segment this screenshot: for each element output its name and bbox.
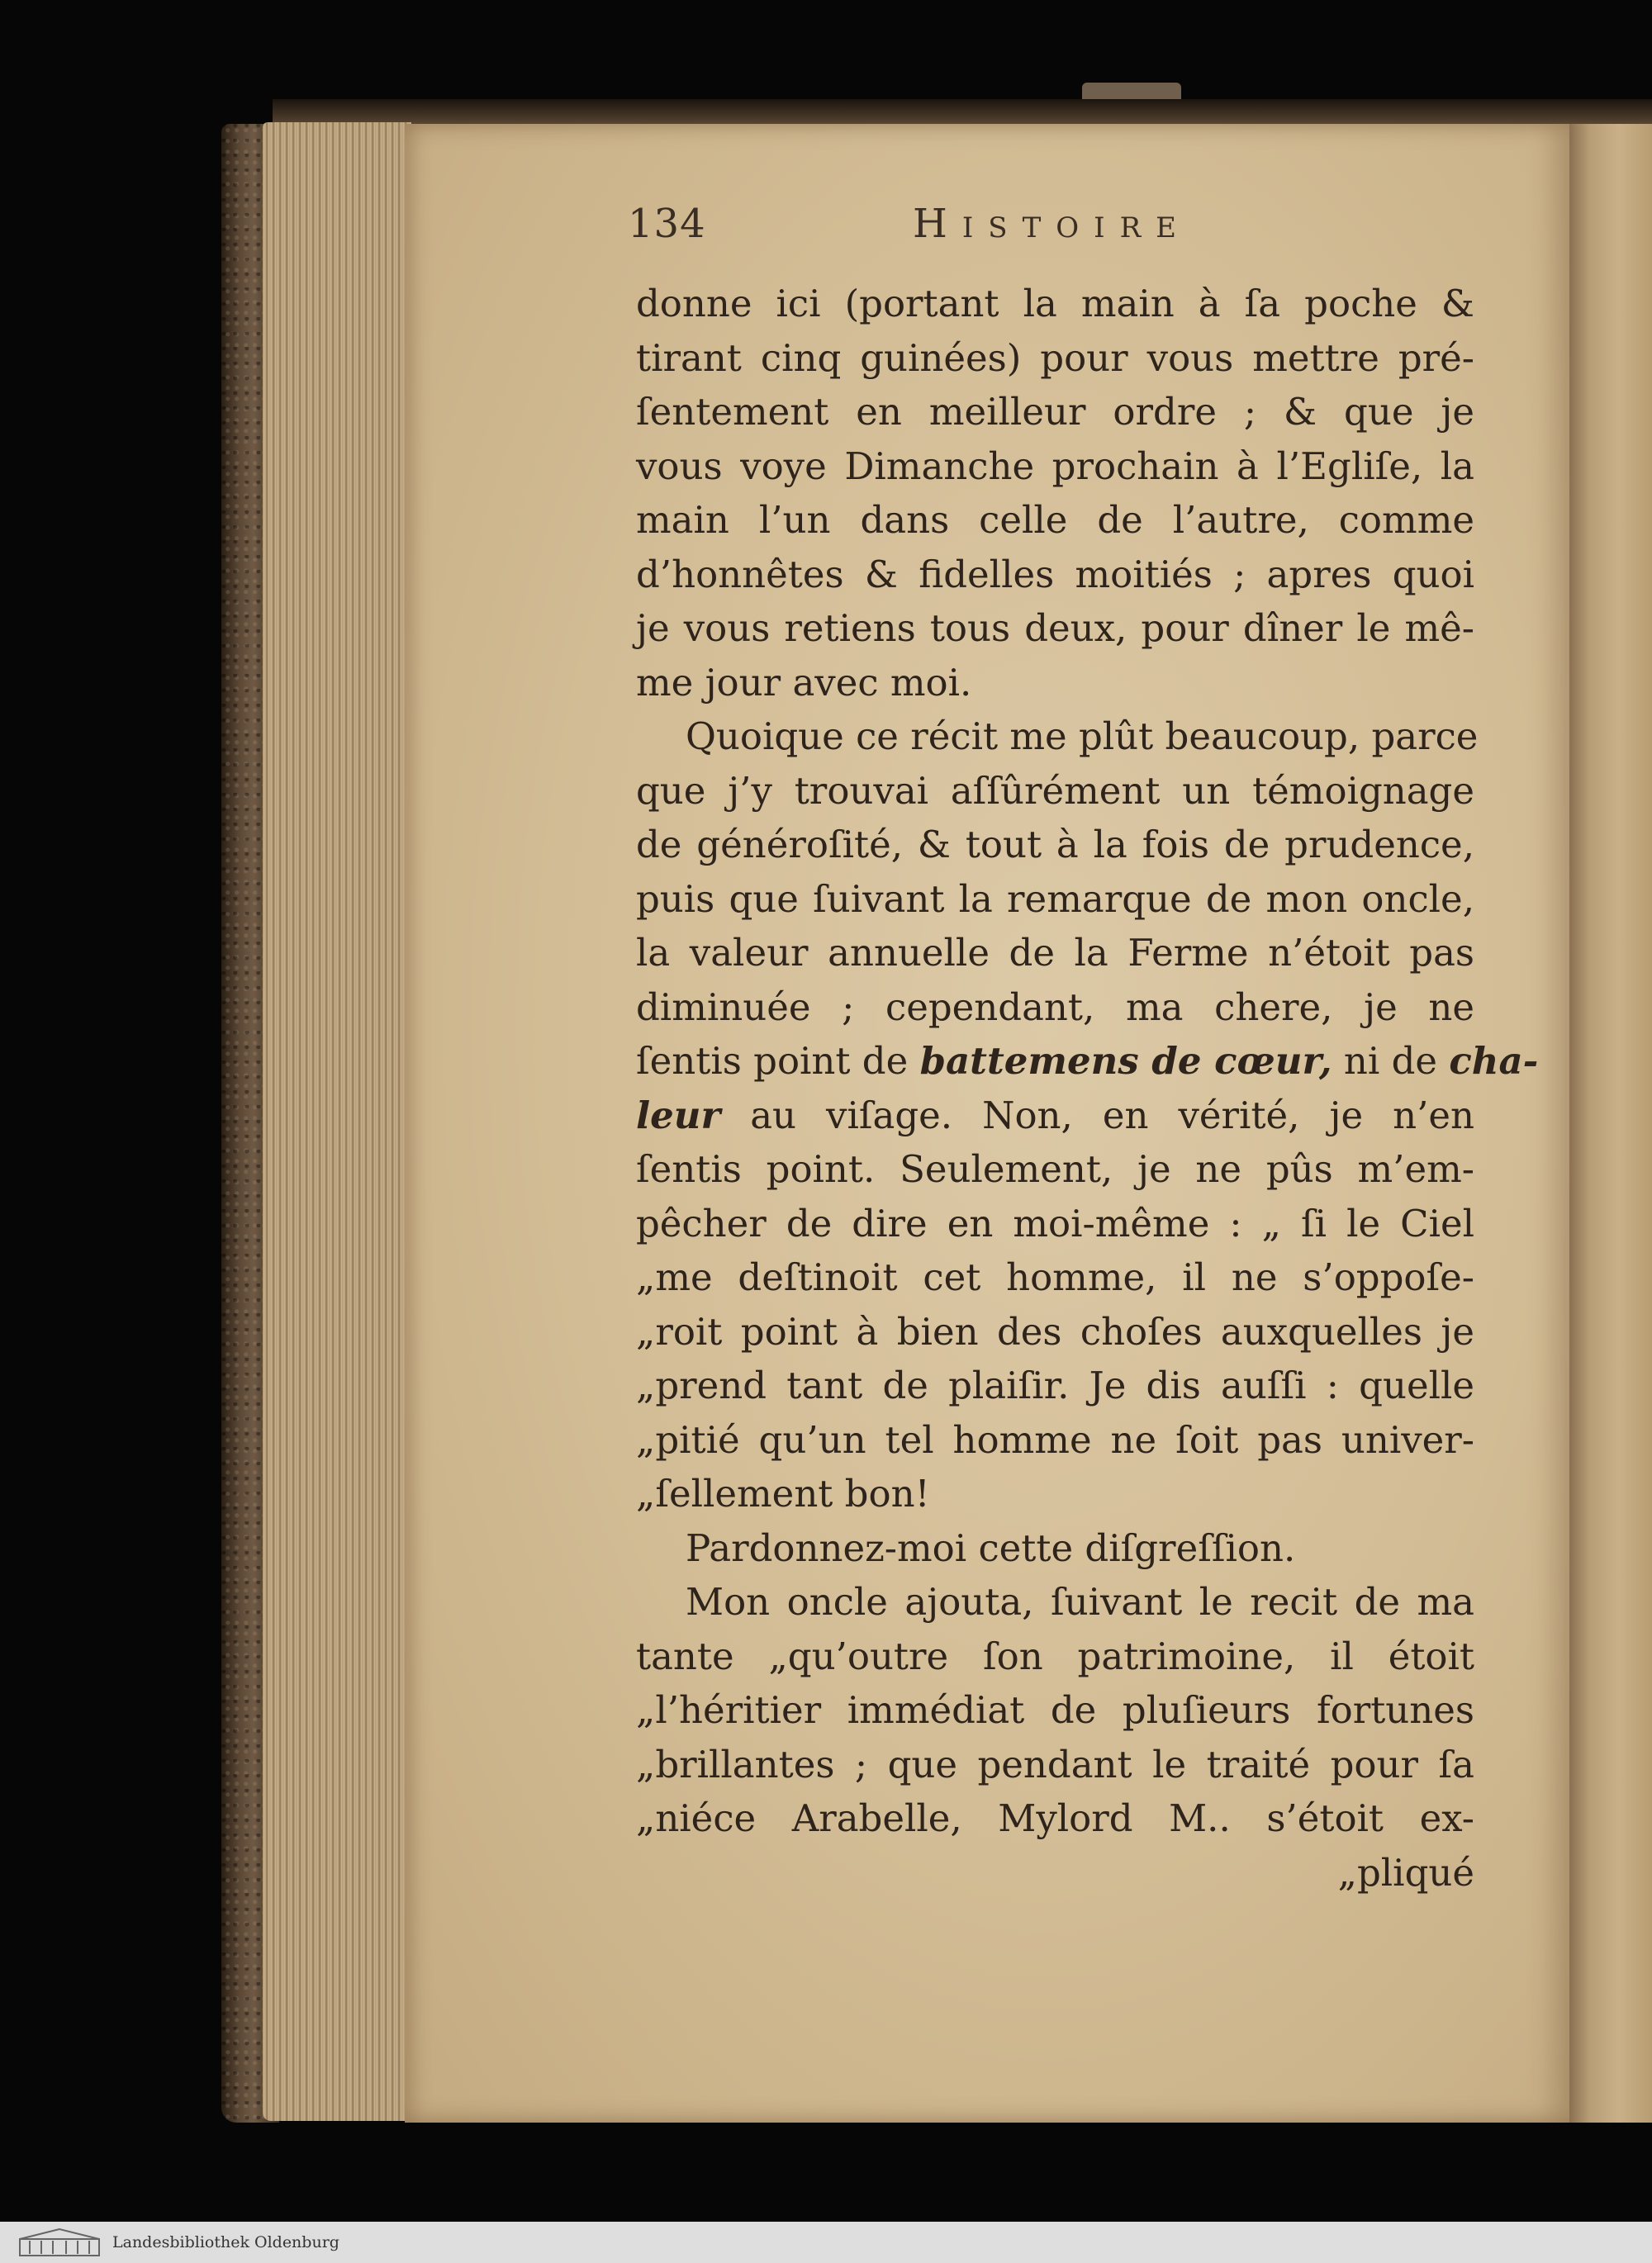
text-line: diminuée ; cependant, ma chere, je ne — [636, 984, 1474, 1029]
text-line: de généroſité, & tout à la fois de prudence, — [636, 823, 1474, 866]
text-line: „roit point à bien des choſes auxquelles je — [636, 1309, 1474, 1354]
text-line: „ſellement bon! — [636, 1472, 930, 1516]
text-line: Mon oncle ajouta, ſuivant le recit de ma — [686, 1580, 1474, 1624]
text-line: „l’héritier immédiat de pluſieurs fortunes — [636, 1688, 1474, 1732]
text-line: main l’un dans celle de l’autre, comme — [636, 498, 1474, 542]
text-line: puis que ſuivant la remarque de mon oncle, — [636, 876, 1474, 921]
text-line: „niéce Arabelle, Mylord M.. s’étoit ex- — [636, 1796, 1474, 1840]
text-segment: ſentis point de — [636, 1039, 909, 1083]
italic-phrase: leur — [636, 1093, 721, 1137]
text-line: je vous retiens tous deux, pour dîner le mê- — [636, 606, 1474, 650]
text-line: Pardonnez-moi cette diſgreſſion. — [686, 1525, 1296, 1570]
text-line: d’honnêtes & fidelles moitiés ; apres quoi — [636, 552, 1474, 596]
italic-phrase: cha- — [1449, 1039, 1539, 1083]
text-line: que j’y trouvai aſſûrément un témoignage — [636, 768, 1474, 813]
text-line: donne ici (portant la main à ſa poche & — [636, 282, 1474, 325]
text-line-mixed — [636, 1089, 1474, 1143]
text-segment: au viſage. Non, en vérité, je n’en — [750, 1093, 1474, 1137]
page-text-block — [636, 277, 1539, 1900]
italic-phrase: battemens de cœur, — [919, 1039, 1332, 1083]
catchword: „pliqué — [1337, 1850, 1474, 1895]
text-line: me jour avec moi. — [636, 660, 972, 705]
text-line: vous voye Dimanche prochain à l’Egliſe, la — [636, 444, 1474, 488]
running-title: Histoire — [913, 201, 1191, 247]
text-line: „pitié qu’un tel homme ne ſoit pas univer- — [636, 1417, 1474, 1462]
text-line: „prend tant de plaiſir. Je dis auſſi : quelle — [636, 1364, 1474, 1407]
library-name: Landesbibliothek Oldenburg — [112, 2233, 339, 2251]
text-line: „me deſtinoit cet homme, il ne s’oppoſe- — [636, 1255, 1474, 1299]
library-building-icon — [18, 2227, 101, 2257]
text-line-mixed — [636, 1034, 1539, 1089]
text-line: tante „qu’outre ſon patrimoine, il étoit — [636, 1634, 1474, 1678]
text-line: „brillantes ; que pendant le traité pour ſa — [636, 1742, 1474, 1786]
page-edges — [263, 122, 411, 2121]
text-line: ſentis point. Seulement, je ne pûs m’em- — [636, 1147, 1474, 1191]
text-line: tirant cinq guinées) pour vous mettre pré- — [636, 335, 1474, 380]
text-line: la valeur annuelle de la Ferme n’étoit pas — [636, 931, 1474, 975]
text-line: pêcher de dire en moi-même : „ ſi le Ciel — [636, 1201, 1474, 1245]
text-segment: ni de — [1343, 1039, 1438, 1083]
page-number: 134 — [628, 201, 706, 247]
page-header — [628, 195, 1289, 253]
facing-page-edge — [1569, 124, 1652, 2123]
text-line: ſentement en meilleur ordre ; & que je — [636, 390, 1474, 434]
footer-bar — [0, 2222, 1652, 2263]
text-line: Quoique ce récit me plût beaucoup, parce — [686, 714, 1479, 758]
